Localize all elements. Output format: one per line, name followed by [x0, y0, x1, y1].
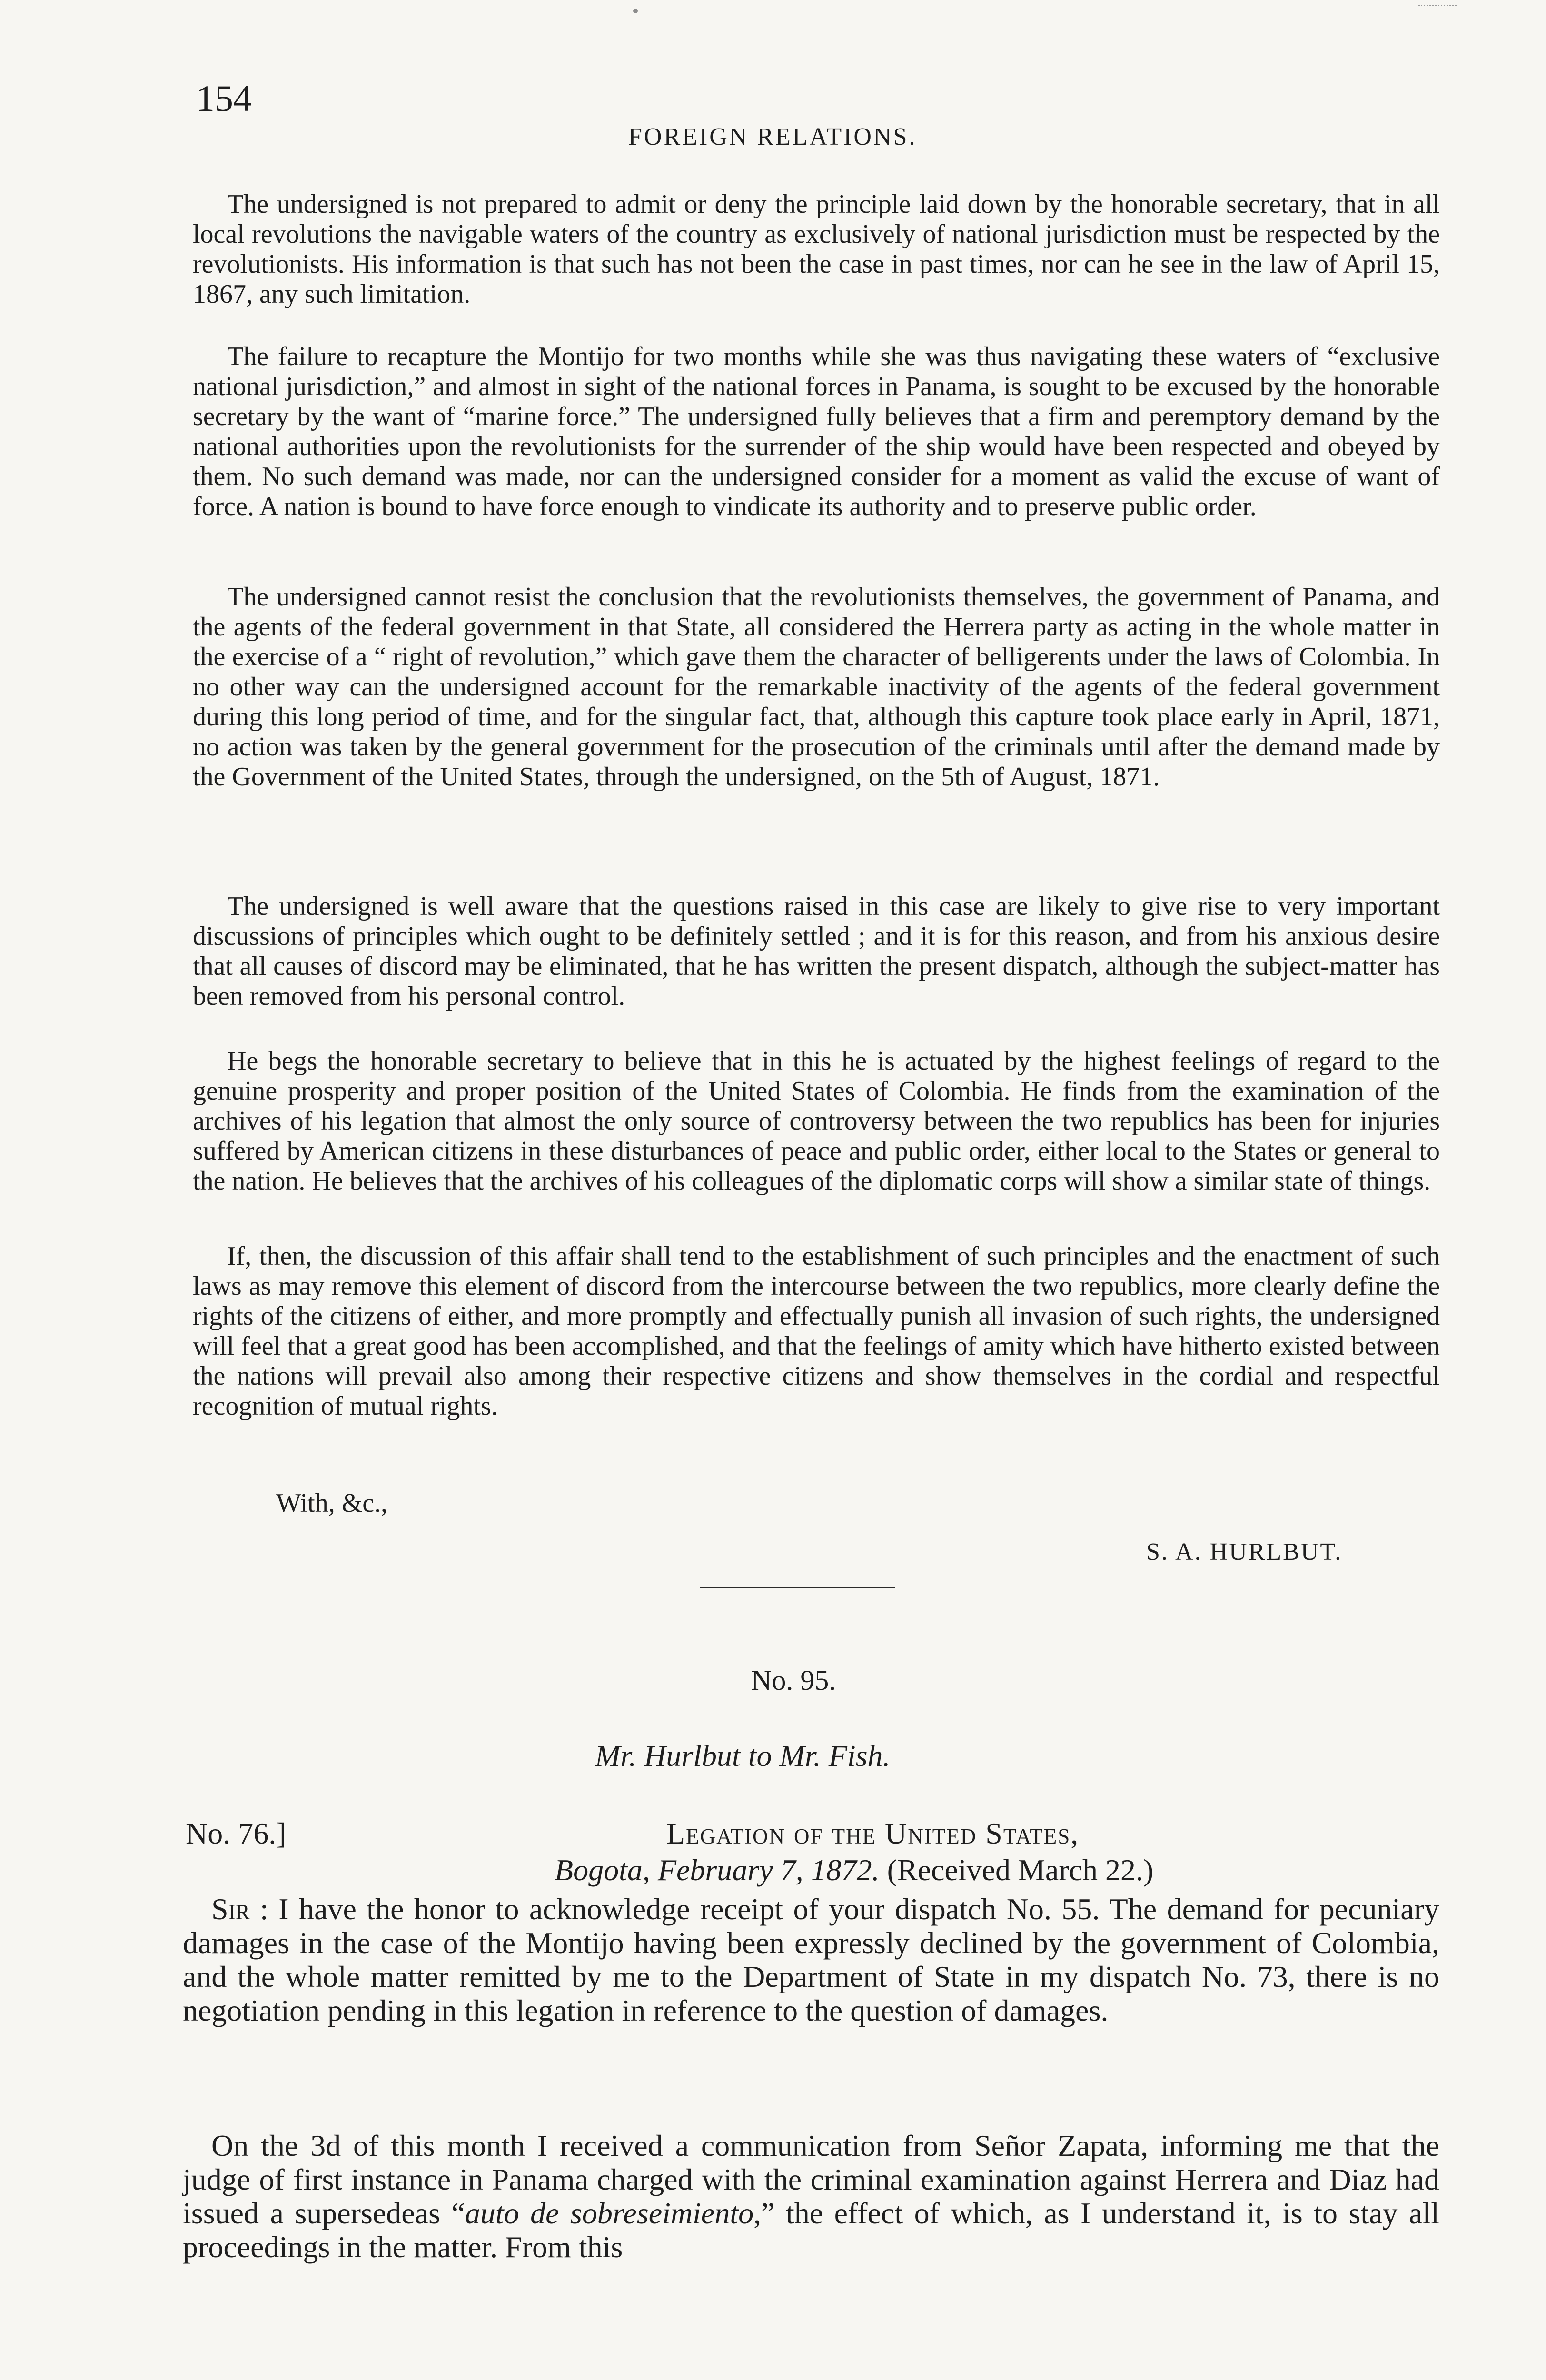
previous-letter-paragraph-2 — [193, 342, 1440, 522]
previous-letter-paragraph-4 — [193, 892, 1440, 1012]
paragraph-text: The undersigned is not prepared to admit or deny the principle laid down by the honorable secretary, that in all local revolutions the navigable waters of the country as exclusively of national jurisdiction must be respected by the revolutionists. His information is that such has not been the case in past times, nor can he see in the law of April 15, 1867, any such limitation. — [193, 189, 1440, 309]
dispatch-reference: No. 76.] — [186, 1816, 287, 1850]
letter-paragraph-2 — [183, 2129, 1439, 2264]
dateline — [555, 1855, 1153, 1885]
letter-paragraph-1 — [183, 1892, 1439, 2027]
signature: S. A. HURLBUT. — [1146, 1538, 1343, 1566]
document-heading: Mr. Hurlbut to Mr. Fish. — [595, 1739, 891, 1773]
salutation: Sir : — [211, 1892, 268, 1926]
previous-letter-paragraph-3 — [193, 582, 1440, 792]
paragraph-text: If, then, the discussion of this affair shall tend to the establishment of such principles and the enactment of such laws as may remove this element of discord from the intercourse between the two republics, more clearly define the rights of the citizens of either, and more promptly and effectually punish all invasion of such rights, the undersigned will feel that a great good has been accomplished, and that the feelings of amity which have hitherto existed between the nations will prevail also among their respective citizens and show themselves in the cordial and respectful recognition of mutual rights. — [193, 1241, 1440, 1421]
paragraph-text: The undersigned cannot resist the conclusion that the revolutionists themselves, the government of Panama, and the agents of the federal government in that State, all considered the Herrera party as acting in the whole matter in the exercise of a “ right of revolution,” which gave them the character of belligerents under the laws of Colombia. In no other way can the undersigned account for the remarkable inactivity of the agents of the federal government during this long period of time, and for the singular fact, that, although this capture took place early in April, 1871, no action was taken by the general government for the prosecution of the criminals until after the demand made by the Government of the United States, through the undersigned, on the 5th of August, 1871. — [193, 582, 1440, 792]
paragraph-body-end: ,” the effect of which, as I understand it, is to stay all proceedings in the matter. From this — [183, 2196, 1440, 2264]
previous-letter-paragraph-5 — [193, 1046, 1440, 1196]
closing-line: With, &c., — [276, 1488, 388, 1518]
running-title: FOREIGN RELATIONS. — [628, 123, 917, 150]
print-speck — [633, 9, 638, 13]
document-number: No. 95. — [751, 1665, 836, 1696]
paragraph-body: I have the honor to acknowledge receipt of your dispatch No. 55. The demand for pecuniary damages in the case of the Montijo having been expressly declined by the government of Colombia, and the whole matter remitted by me to the Department of State in my dispatch No. 73, there is no negotiation pending in this legation in reference to the question of damages. — [183, 1892, 1440, 2027]
paragraph-text: He begs the honorable secretary to believe that in this he is actuated by the highest feelings of regard to the genuine prosperity and proper position of the United States of Colombia. He finds from the examination of the archives of his legation that almost the only source of controversy between the two republics has been for injuries suffered by American citizens in these disturbances of peace and public order, either local to the States or general to the nation. He believes that the archives of his colleagues of the diplomatic corps will show a similar state of things. — [193, 1046, 1440, 1196]
dateline-received: (Received March 22.) — [887, 1853, 1154, 1887]
italic-phrase: auto de sobreseimiento — [465, 2196, 754, 2230]
dateline-place: Bogota, — [555, 1853, 650, 1887]
paragraph-text — [183, 2129, 1439, 2264]
section-divider — [700, 1587, 895, 1588]
paragraph-text: The undersigned is well aware that the questions raised in this case are likely to give rise to very important discussions of principles which ought to be definitely settled ; and it is for this reason, and from his anxious desire that all causes of discord may be eliminated, that he has written the present dispatch, although the subject-matter has been removed from his personal control. — [193, 892, 1440, 1011]
dateline-date: February 7, 1872. — [657, 1853, 880, 1887]
page-number: 154 — [196, 78, 252, 119]
paragraph-text — [183, 1892, 1439, 2027]
paragraph-body-start: On the 3d of this month I received a communication from Señor Zapata, informing me that the judge of first instance in Panama charged with the criminal examination against Herrera and Diaz had issued a supersedeas “ — [183, 2129, 1439, 2230]
previous-letter-paragraph-6 — [193, 1241, 1440, 1421]
previous-letter-paragraph-1 — [193, 189, 1440, 309]
paragraph-text: The failure to recapture the Montijo for two months while she was thus navigating these waters of “exclusive national jurisdiction,” and almost in sight of the national forces in Panama, is sought to be excused by the honorable secretary by the want of “marine force.” The undersigned fully believes that a firm and peremptory demand by the national authorities upon the revolutionists for the surrender of the ship would have been respected and obeyed by them. No such demand was made, nor can the undersigned consider for a moment as valid the excuse of want of force. A nation is bound to have force enough to vindicate its authority and to preserve public order. — [193, 342, 1440, 521]
legation-line: Legation of the United States, — [666, 1816, 1080, 1850]
print-smudge — [1418, 5, 1457, 14]
